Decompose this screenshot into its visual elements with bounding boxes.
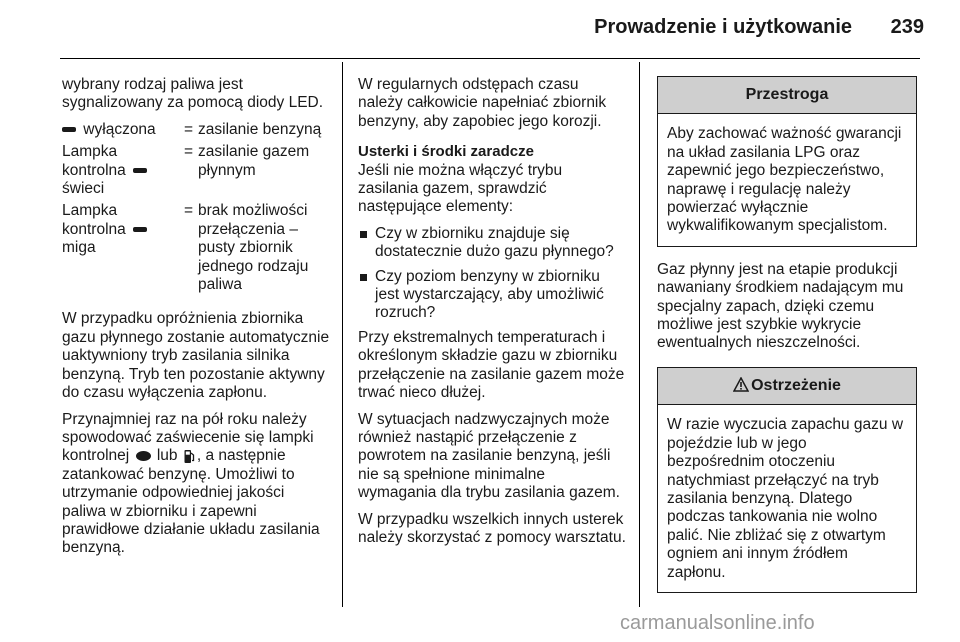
warning-header [658, 368, 916, 405]
bullet-square-icon [360, 274, 367, 281]
paragraph: W przypadku opróżnienia zbiornika gazu płynnego zostanie automatycznie uaktywniony tryb zasilania silnika benzyną. Tryb ten pozostanie aktywny do czasu wyłączenia zapłonu. [62, 310, 330, 402]
equals-sign: = [184, 143, 194, 161]
table-value: zasilanie benzyną [198, 120, 322, 138]
table-row [62, 139, 332, 198]
paragraph: Przynajmniej raz na pół roku należy spowodować zaświecenie się lampki kontrolnej lub , a następnie zatankować benzynę. Umożliwi to utrzymanie odpowiedniej jakości paliwa w zbiorniku i zapewni prawidłowe działanie układu zasilania benzyną. [62, 410, 320, 557]
table-row [62, 198, 332, 294]
page-number: 239 [890, 16, 924, 38]
intro-paragraph: wybrany rodzaj paliwa jest sygnalizowany za pomocą diody LED. [62, 76, 324, 112]
section-heading: Usterki i środki zaradcze [358, 143, 534, 161]
equals-sign: = [184, 120, 194, 138]
column-divider-2 [639, 62, 640, 607]
column-1 [62, 76, 332, 566]
paragraph: Przy ekstremalnych temperaturach i określonym składzie gazu w zbiorniku przełączenie na zasilanie gazem może trwać nieco dłużej. [358, 328, 625, 402]
column-2 [358, 76, 626, 555]
fuel-pump-icon [184, 449, 195, 464]
led-lamp-icon [133, 168, 147, 173]
paragraph: W przypadku wszelkich innych usterek należy skorzystać z pomocy warsztatu. [358, 510, 626, 546]
warning-triangle-icon [733, 377, 749, 392]
led-lamp-icon [133, 227, 147, 232]
table-key: Lampka kontrolna świeci [62, 139, 184, 198]
warning-box [657, 367, 917, 593]
paragraph: W sytuacjach nadzwyczajnych może również nastąpić przełączenie z powrotem na zasilanie benzyną, jeśli nie są spełnione minimalne wymagania dla trybu zasilania gazem. [358, 410, 620, 502]
caution-title: Przestroga [658, 77, 916, 114]
table-value: zasilanie gazem płynnym [198, 143, 310, 179]
led-lamp-icon [62, 127, 76, 132]
lamp-status-table [62, 121, 332, 295]
table-key: Lampka kontrolna miga [62, 198, 184, 294]
equals-sign: = [184, 202, 194, 220]
paragraph: Jeśli nie można włączyć trybu zasilania gazem, sprawdzić następujące elementy: [358, 161, 563, 216]
page-header-title: Prowadzenie i użytkowanie [594, 16, 852, 38]
column-divider-1 [342, 62, 343, 607]
table-key: wyłączona [62, 121, 184, 139]
warning-text: W razie wyczucia zapachu gazu w pojeździe lub w jego bezpośrednim otoczeniu natychmiast przełączyć na tryb zasilania benzyną. Dlatego podczas tankowania nie wolno palić. Nie zbliżać się z otwartym ogniem ani innym źródłem zapłonu. [667, 416, 904, 581]
table-value: brak możliwości przełączenia – pusty zbiornik jednego rodzaju paliwa [198, 202, 309, 294]
list-item: Czy w zbiorniku znajduje się dostatecznie dużo gazu płynnego? [358, 225, 626, 262]
paragraph: W regularnych odstępach czasu należy całkowicie napełniać zbiornik benzyny, aby zapobiec jego korozji. [358, 76, 607, 130]
caution-text: Aby zachować ważność gwarancji na układ zasilania LPG oraz zapewnić jego bezpieczeństwo, naprawę i regulację należy powierzać wyłącznie wykwalifikowanym specjalistom. [667, 125, 902, 235]
caution-box [657, 76, 917, 247]
paragraph: Gaz płynny jest na etapie produkcji nawaniany środkiem nadającym mu specjalny zapach, dzięki czemu możliwe jest szybkie wykrycie ewentualnych nieszczelności. [657, 260, 904, 352]
led-dot-icon [136, 451, 151, 461]
column-3 [657, 76, 917, 607]
checklist [358, 225, 626, 323]
header-divider [60, 58, 920, 59]
bullet-square-icon [360, 231, 367, 238]
list-item: Czy poziom benzyny w zbiorniku jest wystarczający, aby umożliwić rozruch? [358, 268, 626, 323]
watermark-text: carmanualsonline.info [620, 612, 815, 634]
table-row [62, 121, 332, 139]
warning-title: Ostrzeżenie [751, 376, 841, 394]
